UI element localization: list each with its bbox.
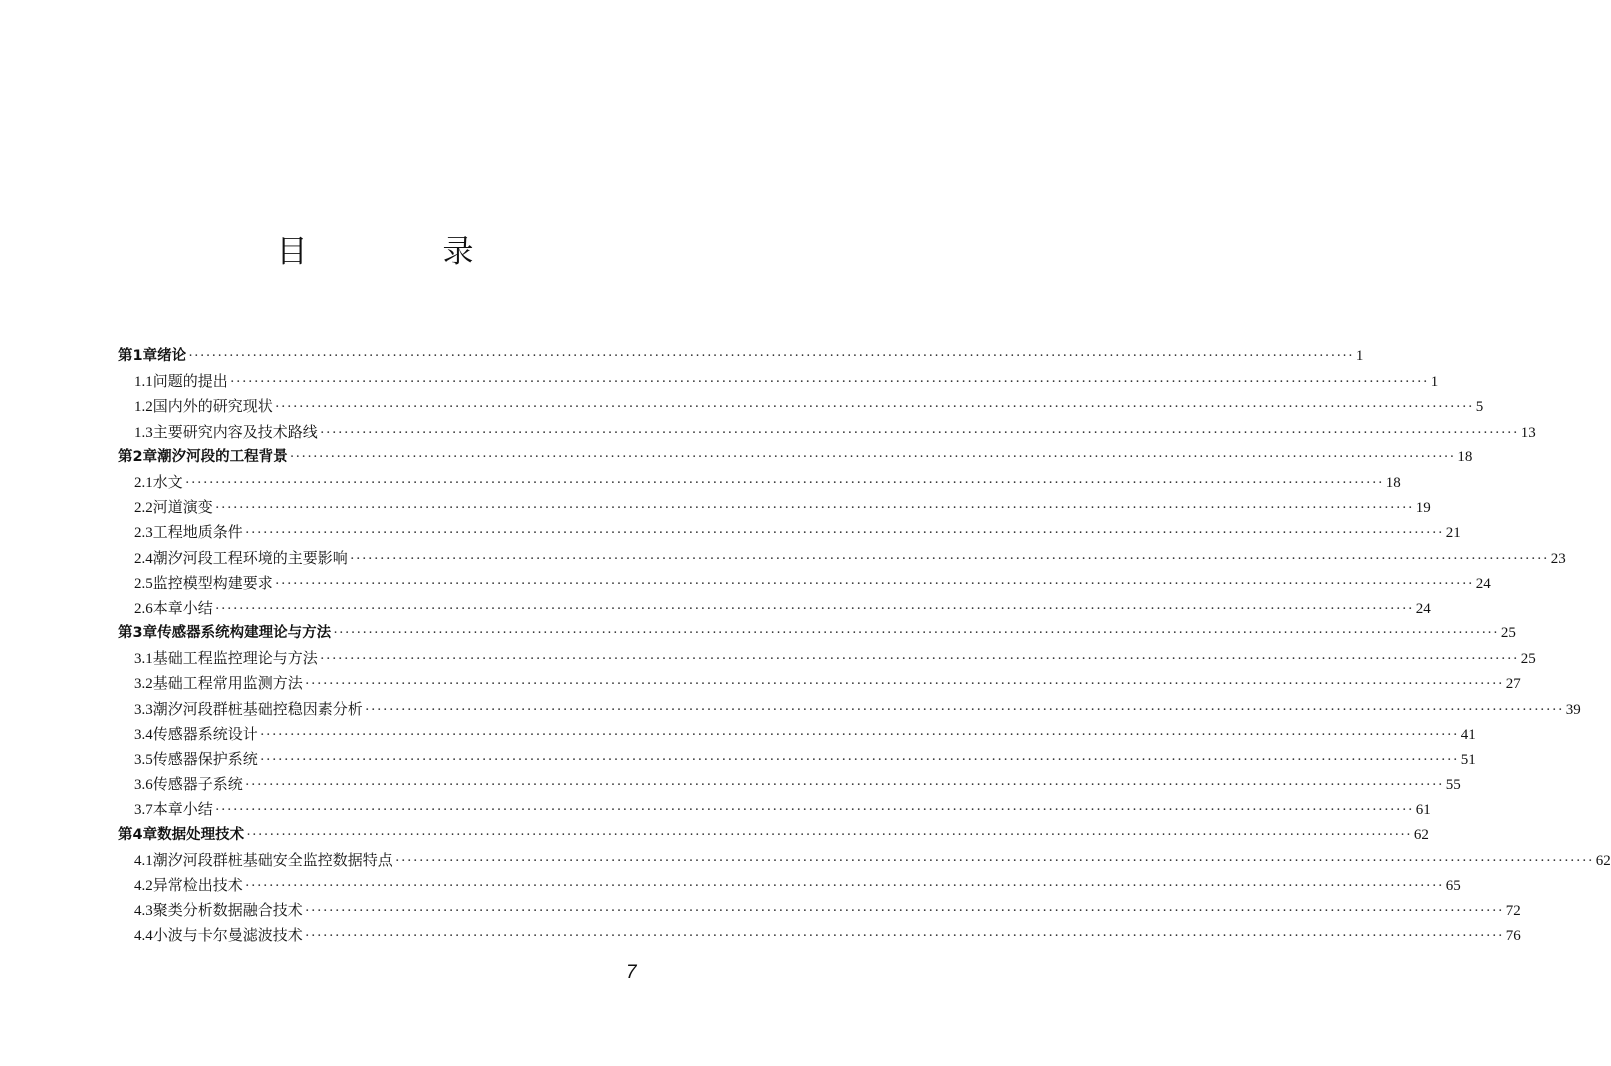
toc-chapter-entry[interactable] — [118, 621, 1516, 646]
toc-entry-title: 工程地质条件 — [152, 523, 243, 542]
toc-entry-title: 传感器子系统 — [152, 775, 243, 794]
toc-entry-title: 异常检出技术 — [152, 875, 243, 894]
dot-leader: ········································································································································································································ — [364, 701, 1564, 718]
toc-entry-page: 23 — [1550, 550, 1566, 567]
toc-entry-title: 基础工程常用监测方法 — [152, 674, 303, 693]
dot-leader: ········································································································································································································ — [259, 752, 1459, 768]
toc-entry-page: 19 — [1415, 500, 1431, 517]
toc-entry-number: 2.6 — [134, 600, 153, 617]
toc-entry-title: 数据处理技术 — [157, 826, 245, 843]
toc-entry-page: 25 — [1520, 651, 1536, 668]
toc-entry-number: 2.1 — [134, 474, 153, 491]
toc-entry-title: 问题的提出 — [152, 372, 228, 391]
toc-entry-number: 第1章 — [118, 348, 158, 364]
toc-entry-page: 39 — [1565, 701, 1581, 718]
toc-entry-title: 绪论 — [157, 348, 187, 364]
toc-entry-title: 潮汐河段工程环境的主要影响 — [152, 548, 348, 567]
toc-entry-page: 27 — [1505, 676, 1521, 693]
dot-leader: ········································································································································································································ — [246, 826, 1412, 843]
toc-entry-title: 聚类分析数据融合技术 — [152, 901, 303, 920]
toc-entry-page: 1 — [1430, 374, 1439, 391]
dot-leader: ········································································································································································································ — [319, 424, 1519, 441]
toc-entry-page: 76 — [1505, 928, 1521, 945]
toc-section-entry[interactable] — [118, 546, 1566, 571]
toc-entry-page: 25 — [1500, 625, 1516, 642]
toc-section-entry[interactable] — [118, 848, 1611, 873]
toc-entry-title: 监控模型构建要求 — [152, 573, 273, 592]
dot-leader: ········································································································································································································ — [259, 726, 1459, 743]
toc-section-entry[interactable] — [118, 596, 1431, 621]
toc-section-entry[interactable] — [118, 697, 1581, 722]
toc-entry-page: 62 — [1413, 826, 1429, 843]
toc-entry-title: 本章小结 — [152, 800, 213, 819]
dot-leader: ········································································································································································································ — [214, 500, 1414, 517]
toc-chapter-entry[interactable] — [118, 445, 1473, 470]
toc-entry-number: 4.3 — [134, 903, 153, 920]
toc-section-entry[interactable] — [118, 369, 1439, 394]
toc-entry-title: 传感器系统设计 — [152, 724, 258, 743]
toc-entry-title: 本章小结 — [152, 598, 213, 617]
dot-leader: ········································································································································································································ — [319, 651, 1519, 668]
toc-chapter-entry[interactable] — [118, 823, 1429, 848]
toc-entry-title: 潮汐河段的工程背景 — [157, 448, 288, 465]
toc-entry-page: 51 — [1460, 752, 1476, 768]
dot-leader: ········································································································································································································ — [349, 550, 1549, 567]
page-title: 目 录 — [276, 234, 526, 270]
dot-leader: ········································································································································································································ — [394, 852, 1594, 869]
toc-section-entry[interactable] — [118, 520, 1461, 545]
toc-section-entry[interactable] — [118, 646, 1536, 671]
dot-leader: ········································································································································································································ — [274, 399, 1474, 416]
toc-section-entry[interactable] — [118, 898, 1521, 923]
toc-entry-number: 2.3 — [134, 525, 153, 542]
toc-entry-number: 4.2 — [134, 877, 153, 894]
toc-entry-number: 1.2 — [134, 399, 153, 416]
toc-section-entry[interactable] — [118, 797, 1431, 822]
toc-entry-title: 国内外的研究现状 — [152, 397, 273, 416]
toc-entry-number: 3.1 — [134, 651, 153, 668]
toc-entry-page: 5 — [1475, 399, 1484, 416]
toc-entry-number: 3.5 — [134, 752, 153, 768]
toc-entry-number: 3.6 — [134, 777, 153, 794]
toc-entry-number: 3.3 — [134, 701, 153, 718]
dot-leader: ········································································································································································································ — [304, 928, 1504, 945]
toc-entry-page: 62 — [1595, 852, 1611, 869]
page-number: 7 — [626, 962, 637, 983]
toc-section-entry[interactable] — [118, 470, 1401, 495]
dot-leader: ········································································································································································································ — [184, 474, 1384, 491]
toc-entry-title: 水文 — [152, 472, 183, 491]
toc-entry-page: 18 — [1385, 474, 1401, 491]
toc-entry-number: 2.2 — [134, 500, 153, 517]
toc-entry-title: 潮汐河段群桩基础安全监控数据特点 — [152, 850, 393, 869]
toc-entry-number: 4.1 — [134, 852, 153, 869]
dot-leader: ········································································································································································································ — [214, 600, 1414, 617]
toc-section-entry[interactable] — [118, 772, 1461, 797]
toc-entry-number: 第2章 — [118, 448, 158, 465]
toc-entry-title: 传感器系统构建理论与方法 — [157, 625, 332, 642]
toc-entry-number: 4.4 — [134, 928, 153, 945]
toc-entry-number: 第4章 — [118, 826, 158, 843]
toc-section-entry[interactable] — [118, 394, 1484, 419]
toc-entry-title: 主要研究内容及技术路线 — [152, 422, 318, 441]
toc-entry-page: 72 — [1505, 903, 1521, 920]
toc-section-entry[interactable] — [118, 495, 1431, 520]
toc-entry-number: 1.1 — [134, 374, 153, 391]
toc-entry-title: 河道演变 — [152, 498, 213, 517]
toc-entry-number: 3.4 — [134, 726, 153, 743]
toc-entry-title: 基础工程监控理论与方法 — [152, 649, 318, 668]
dot-leader: ········································································································································································································ — [188, 348, 1354, 364]
toc-section-entry[interactable] — [118, 671, 1521, 696]
toc-entry-page: 21 — [1445, 525, 1461, 542]
toc-entry-page: 55 — [1445, 777, 1461, 794]
toc-entry-number: 第3章 — [118, 625, 158, 642]
dot-leader: ········································································································································································································ — [289, 448, 1456, 465]
toc-entry-page: 18 — [1457, 448, 1473, 465]
toc-entry-title: 传感器保护系统 — [152, 750, 258, 768]
toc-entry-title: 潮汐河段群桩基础控稳因素分析 — [152, 699, 363, 718]
toc-section-entry[interactable] — [118, 873, 1461, 898]
toc-chapter-entry[interactable] — [118, 344, 1364, 369]
toc-section-entry[interactable] — [118, 747, 1476, 772]
dot-leader: ········································································································································································································ — [274, 575, 1474, 592]
toc-entry-page: 1 — [1355, 348, 1364, 364]
dot-leader: ········································································································································································································ — [244, 525, 1444, 542]
toc-section-entry[interactable] — [118, 420, 1536, 445]
dot-leader: ········································································································································································································ — [214, 802, 1414, 819]
toc-entry-number: 2.5 — [134, 575, 153, 592]
toc-entry-title: 小波与卡尔曼滤波技术 — [152, 926, 303, 945]
toc-entry-page: 41 — [1460, 726, 1476, 743]
toc-section-entry[interactable] — [118, 923, 1521, 948]
toc-entry-page: 65 — [1445, 877, 1461, 894]
dot-leader: ········································································································································································································ — [229, 374, 1429, 391]
dot-leader: ········································································································································································································ — [304, 903, 1504, 920]
dot-leader: ········································································································································································································ — [304, 676, 1504, 693]
toc-entry-number: 2.4 — [134, 550, 153, 567]
toc-entry-number: 3.7 — [134, 802, 153, 819]
toc-entry-page: 24 — [1475, 575, 1491, 592]
toc-entry-number: 3.2 — [134, 676, 153, 693]
toc-section-entry[interactable] — [118, 722, 1476, 747]
toc-entry-number: 1.3 — [134, 424, 153, 441]
toc-entry-page: 13 — [1520, 424, 1536, 441]
dot-leader: ········································································································································································································ — [244, 777, 1444, 794]
toc-entry-page: 24 — [1415, 600, 1431, 617]
table-of-contents — [118, 344, 1611, 949]
toc-section-entry[interactable] — [118, 571, 1491, 596]
dot-leader: ········································································································································································································ — [333, 625, 1499, 642]
toc-entry-page: 61 — [1415, 802, 1431, 819]
dot-leader: ········································································································································································································ — [244, 877, 1444, 894]
